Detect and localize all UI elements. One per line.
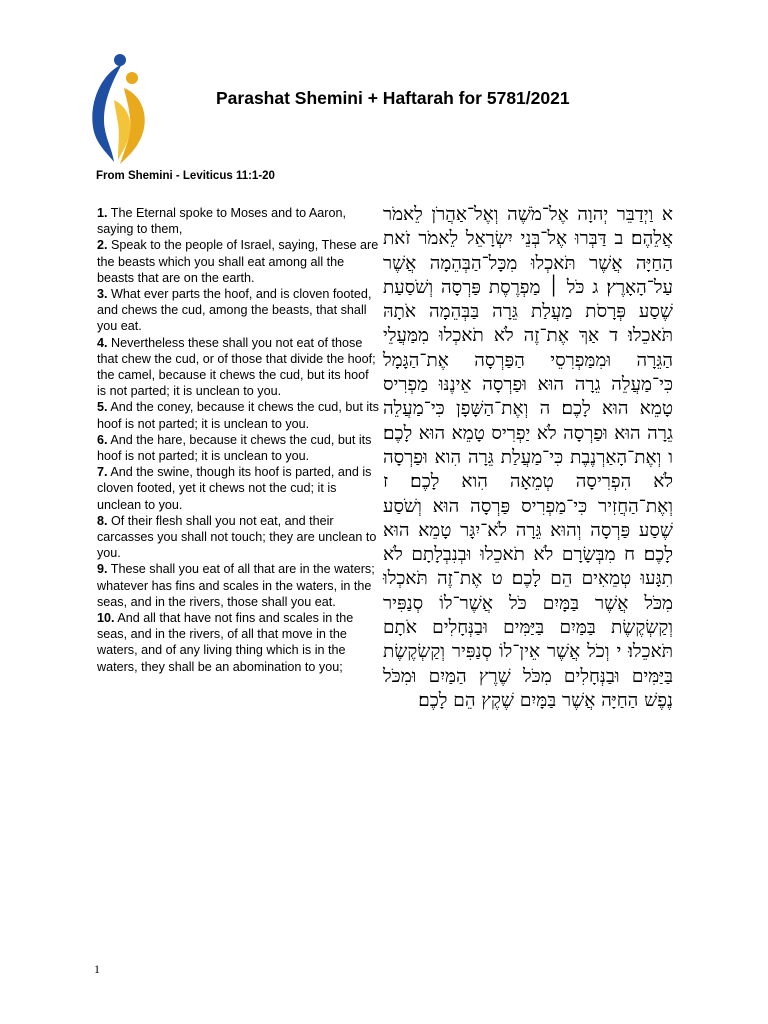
verse-text: The Eternal spoke to Moses and to Aaron, saying to them, bbox=[97, 206, 347, 237]
verse bbox=[97, 286, 379, 335]
verse bbox=[97, 399, 379, 431]
hebrew-text: א וַיְדַבֵּר יְהוָה אֶל־מֹשֶׁה וְאֶל־אַהֲרֹן לֵאמֹר אֲלֵהֶם׃ ב דַּבְּרוּ אֶל־בְּנֵי יִשְׂרָאֵל לֵאמֹר זֹאת הַחַיָּה אֲשֶׁר תֹּאכְלוּ מִכָּל־הַבְּהֵמָה אֲשֶׁר עַל־הָאָרֶץ׃ ג כֹּל ׀ מַפְרֶסֶת פַּרְסָה וְשֹׁסַעַת שֶׁסַע פְּרָסֹת מַעֲלַת גֵּרָה בַּבְּהֵמָה אֹתָהּ תֹּאכֵלוּ׃ ד אַךְ אֶת־זֶה לֹא תֹאכְלוּ מִמַּעֲלֵי הַגֵּרָה וּמִמַּפְרִסֵי הַפַּרְסָה אֶת־הַגָּמָל כִּי־מַעֲלֵה גֵרָה הוּא וּפַרְסָה אֵינֶנּוּ מַפְרִיס טָמֵא הוּא לָכֶם׃ ה וְאֶת־הַשָּׁפָן כִּי־מַעֲלֵה גֵרָה הוּא וּפַרְסָה לֹא יַפְרִיס טָמֵא הוּא לָכֶם׃ ו וְאֶת־הָאַרְנֶבֶת כִּי־מַעֲלַת גֵּרָה הִוא וּפַרְסָה לֹא הִפְרִיסָה טְמֵאָה הִוא לָכֶם׃ ז וְאֶת־הַחֲזִיר כִּי־מַפְרִיס פַּרְסָה הוּא וְשֹׁסַע שֶׁסַע פַּרְסָה וְהוּא גֵּרָה לֹא־יִגָּר טָמֵא הוּא לָכֶם׃ ח מִבְּשָׂרָם לֹא תֹאכֵלוּ וּבְנִבְלָתָם לֹא תִגָּעוּ טְמֵאִים הֵם לָכֶם׃ ט אֶת־זֶה תֹּאכְלוּ מִכֹּל אֲשֶׁר בַּמָּיִם כֹּל אֲשֶׁר־לוֹ סְנַפִּיר וְקַשְׂקֶשֶׂת בַּמַּיִם בַּיַּמִּים וּבַנְּחָלִים אֹתָם תֹּאכֵלוּ׃ י וְכֹל אֲשֶׁר אֵין־לוֹ סְנַפִּיר וְקַשְׂקֶשֶׂת בַּיַּמִּים וּבַנְּחָלִים מִכֹּל שֶׁרֶץ הַמַּיִם וּמִכֹּל נֶפֶשׁ הַחַיָּה אֲשֶׁר בַּמָּיִם שֶׁקֶץ הֵם לָכֶם׃ bbox=[383, 204, 673, 711]
page-title: Parashat Shemini + Haftarah for 5781/2021 bbox=[216, 88, 570, 108]
verse bbox=[97, 513, 379, 562]
verse-text: And the swine, though its hoof is parted, and is cloven footed, yet it chews not the cud; it is unclean to you. bbox=[97, 465, 372, 512]
verse-number: 2. bbox=[97, 238, 108, 253]
verse-text: Of their flesh shall you not eat, and their carcasses you shall not touch; they are unclean to you. bbox=[97, 513, 377, 561]
verse bbox=[97, 610, 379, 675]
verse-number: 8. bbox=[97, 513, 108, 528]
verse bbox=[97, 237, 379, 286]
verse-text: And all that have not fins and scales in the seas, and in the rivers, of all that move in the waters, and of any living thing which is in the waters, they shall be an abomination to you; bbox=[97, 611, 354, 674]
verse bbox=[97, 464, 379, 513]
verse bbox=[97, 335, 379, 400]
verse-number: 6. bbox=[97, 432, 108, 447]
verse-number: 3. bbox=[97, 287, 108, 302]
verse-number: 5. bbox=[97, 400, 108, 415]
verse-text: Nevertheless these shall you not eat of those that chew the cud, or of those that divide the hoof; the camel, because it chews the cud, but its hoof is not parted; it is unclean to you. bbox=[97, 335, 376, 399]
verse-text: And the coney, because it chews the cud, but its hoof is not parted; it is unclean to you. bbox=[97, 400, 379, 431]
verse-number: 10. bbox=[97, 611, 115, 626]
verse-text: What ever parts the hoof, and is cloven footed, and chews the cud, among the beasts, that shall you eat. bbox=[97, 287, 372, 334]
verse-number: 7. bbox=[97, 465, 108, 480]
verse-text: And the hare, because it chews the cud, but its hoof is not parted; it is unclean to you. bbox=[97, 432, 372, 464]
verse bbox=[97, 432, 379, 464]
verse-number: 1. bbox=[97, 206, 108, 220]
page-number: 1 bbox=[94, 962, 100, 976]
verse-text: These shall you eat of all that are in the waters; whatever has fins and scales in the waters, in the seas, and in the rivers, those shall you eat. bbox=[97, 562, 375, 609]
verse-text: Speak to the people of Israel, saying, These are the beasts which you shall eat among all the beasts that are on the earth. bbox=[97, 238, 379, 285]
verse-number: 9. bbox=[97, 562, 108, 577]
verse-number: 4. bbox=[97, 335, 108, 350]
verse bbox=[97, 561, 379, 610]
verse bbox=[97, 205, 379, 237]
flame-figure-logo-icon bbox=[84, 48, 154, 166]
source-reference: From Shemini - Leviticus 11:1-20 bbox=[96, 170, 275, 182]
english-translation bbox=[97, 205, 379, 675]
